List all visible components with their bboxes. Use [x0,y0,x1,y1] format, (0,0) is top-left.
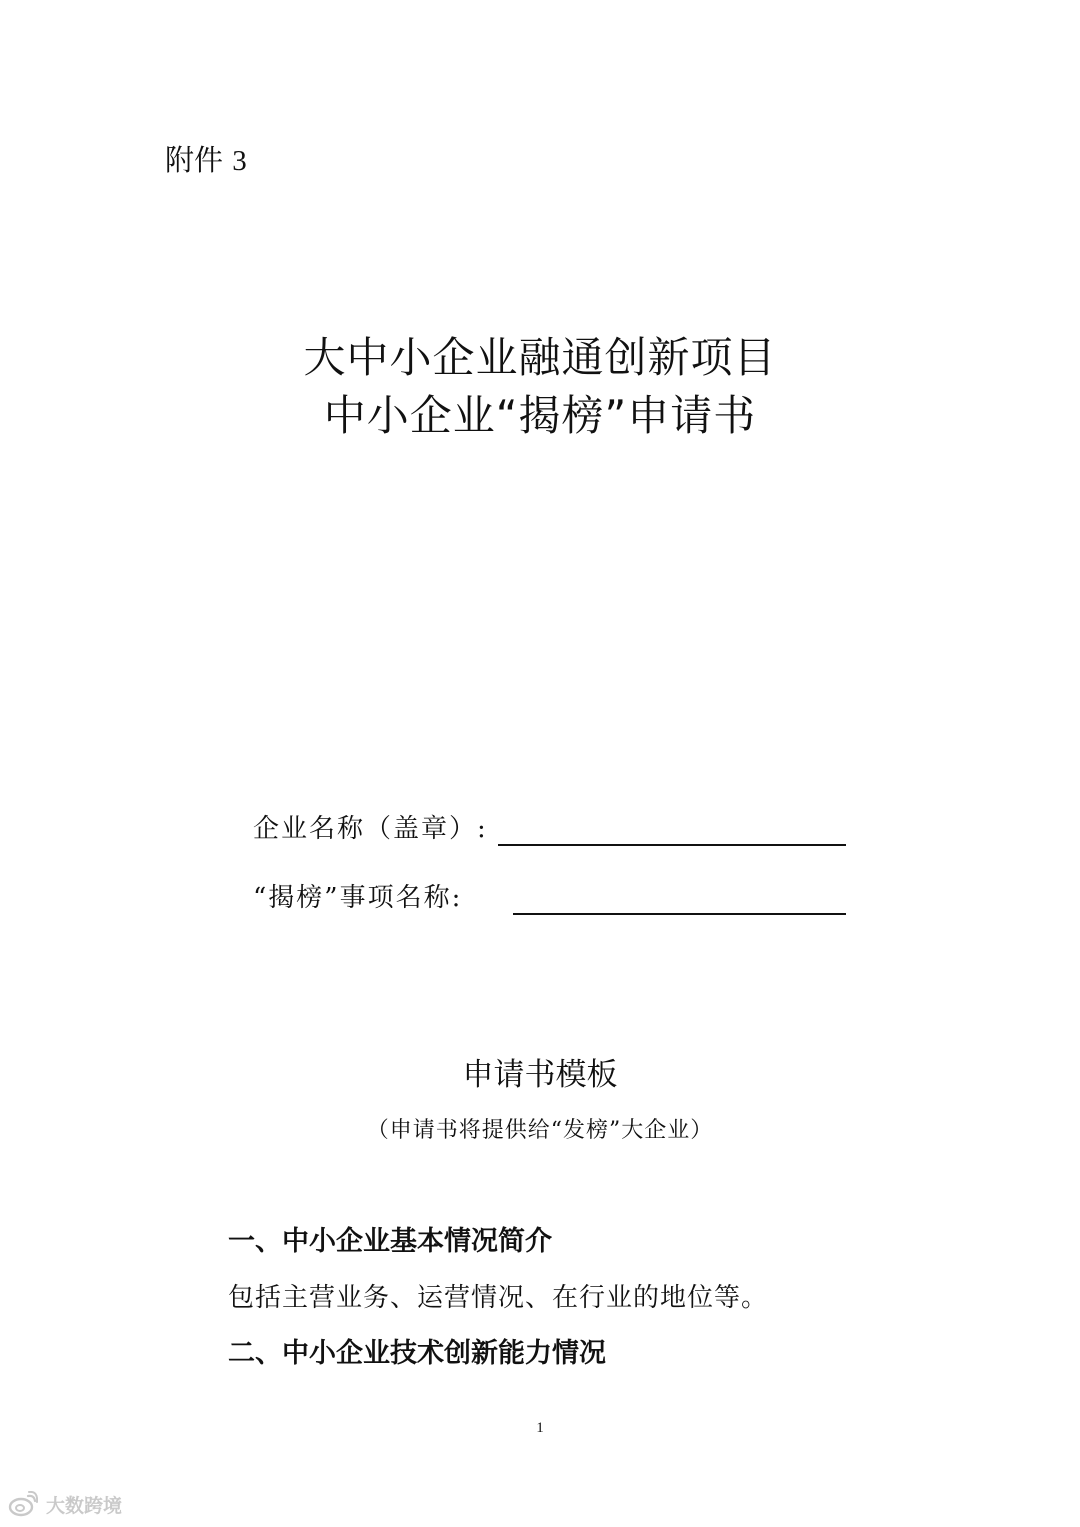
template-heading: 申请书模板 [462,1057,618,1093]
section-body-basic-info: 包括主营业务、运营情况、在行业的地位等。 [228,1283,769,1313]
section-heading-basic-info: 一、中小企业基本情况简介 [228,1226,552,1257]
item-name-blank-line[interactable] [513,913,846,915]
attachment-label [165,140,247,181]
document-title-line-2: 中小企业“揭榜”申请书 [323,391,757,440]
watermark-text: 大数跨境 [46,1494,123,1517]
weibo-logo-icon [8,1491,38,1517]
section-heading-innovation: 二、中小企业技术创新能力情况 [228,1338,606,1369]
page-number: 1 [536,1420,544,1436]
document-title-line-1: 大中小企业融通创新项目 [303,333,777,382]
watermark [8,1488,122,1520]
attachment-number: 3 [232,145,247,177]
template-note: （申请书将提供给“发榜”大企业） [366,1118,714,1143]
item-name-label: “揭榜”事项名称: [253,883,463,913]
attachment-text: 附件 [165,143,224,177]
company-name-label: 企业名称（盖章）: [253,814,488,844]
company-name-blank-line[interactable] [498,844,846,846]
